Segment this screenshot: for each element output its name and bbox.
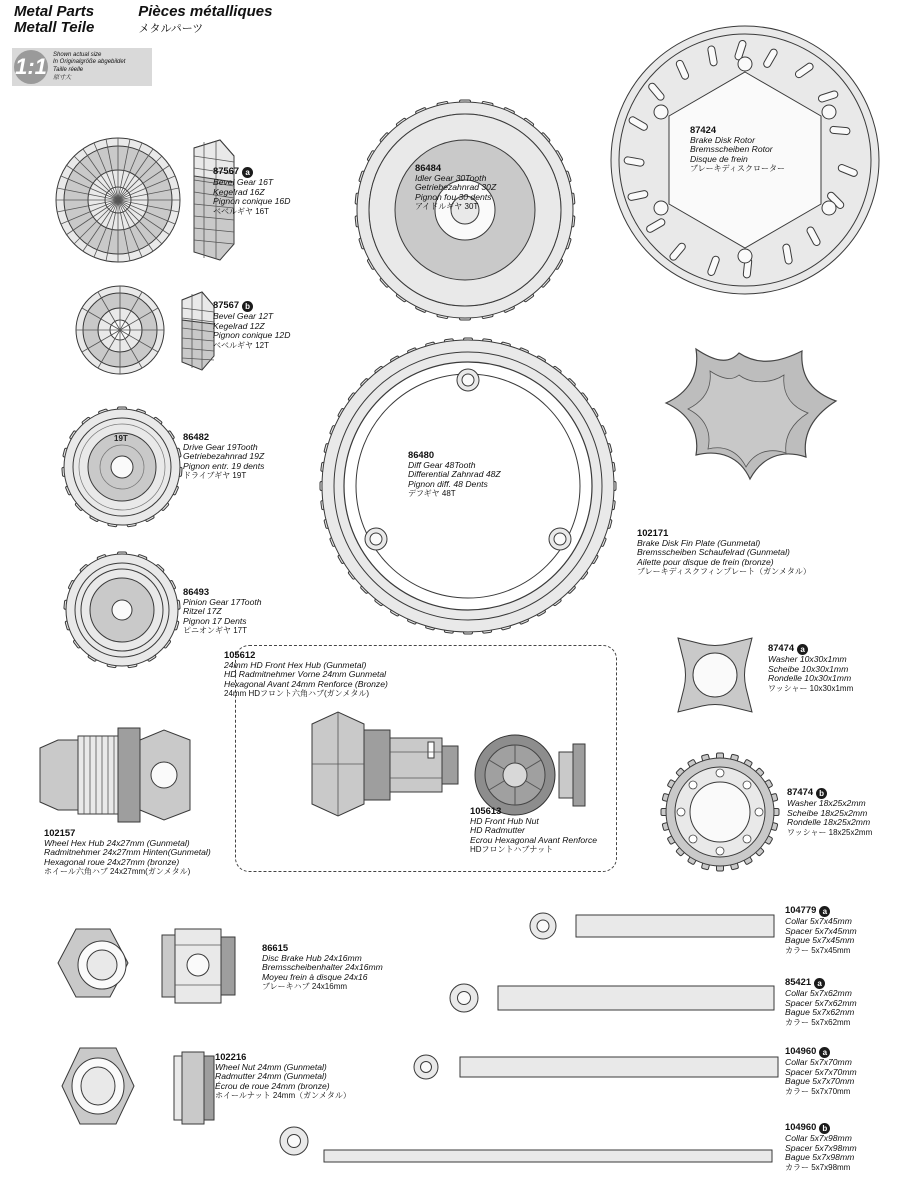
part-number: 105612 [224,649,256,660]
part-line-de: Spacer 5x7x98mm [785,1142,857,1153]
part-line-en: 24mm HD Front Hex Hub (Gunmetal) [224,659,367,670]
part-line-de: Getriebezahnrad 19Z [183,451,265,462]
part-line-jp: ドライブギヤ 19T [183,471,247,481]
part-line-de: Bremsscheiben Rotor [690,144,773,155]
part-line-jp: ブレーキディスクフィンプレート（ガンメタル） [637,567,811,577]
part-line-jp: 24mm HDフロント六角ハブ(ガンメタル) [224,689,370,699]
part-line-jp: ホイール六角ハブ 24x27mm(ガンメタル) [44,867,191,877]
part-line-jp: カラー 5x7x98mm [785,1163,851,1173]
part-number: 87567 [213,299,240,310]
part-number: 102157 [44,827,76,838]
part-number: 87424 [690,124,717,135]
part-line-fr: Rondelle 10x30x1mm [768,673,852,684]
part-line-jp: HDフロントハブナット [470,845,554,855]
part-line-fr: Bague 5x7x98mm [785,1152,855,1163]
title-de: Metall Teile [14,19,95,36]
collar-5x7x98-art [276,1128,776,1164]
part-line-fr: Rondelle 18x25x2mm [787,817,871,828]
caption-bevel-gear-16t [213,166,290,217]
part-line-de: Bremsscheiben Schaufelrad (Gunmetal) [637,547,790,558]
part-line-fr: Pignon fou 30 dents [415,191,492,202]
part-line-en: Brake Disk Rotor [690,134,755,145]
drive-gear-19t-art [60,405,185,530]
part-number: 86484 [415,162,442,173]
caption-brake-disk-fin-plate [637,528,811,577]
washer-10x30x1-art [660,630,770,740]
part-line-jp: ブレーキディスクローター [690,164,786,174]
part-line-de: Radmitnehmer 24x27mm Hinten(Gunmetal) [44,847,211,858]
part-number: 87474 [787,786,814,797]
part-line-fr: Pignon 17 Dents [183,615,247,626]
part-line-de: Ritzel 17Z [183,606,222,617]
part-line-de: Spacer 5x7x70mm [785,1066,857,1077]
part-line-fr: Ailette pour disque de frein (bronze) [637,556,774,567]
part-number: 87567 [213,165,240,176]
part-letter-badge: a [814,978,825,989]
collar-5x7x45-art [528,911,778,941]
part-line-fr: Pignon conique 12D [213,330,291,341]
part-line-de: Spacer 5x7x62mm [785,997,857,1008]
caption-collar-5x7x98 [785,1122,857,1173]
part-line-fr: Pignon conique 16D [213,196,291,207]
part-line-jp: ベベルギヤ 16T [213,207,270,217]
part-line-jp: カラー 5x7x62mm [785,1018,851,1028]
scale-note-fr: Taille réelle [53,67,84,73]
part-number: 85421 [785,976,812,987]
part-line-fr: Moyeu frein à disque 24x16 [262,971,368,982]
part-line-en: Bevel Gear 16T [213,177,274,188]
collar-5x7x62-art [448,982,778,1014]
part-line-fr: Pignon diff. 48 Dents [408,478,488,489]
pinion-gear-17t-art [62,550,182,670]
caption-disc-brake-hub [262,943,383,992]
part-number: 86482 [183,431,210,442]
washer-18x25x2-art [660,752,780,872]
part-line-de: Differential Zahnrad 48Z [408,469,501,480]
part-line-fr: Disque de frein [690,153,748,164]
collar-5x7x70-art [412,1052,782,1082]
page-title [14,4,272,37]
part-letter-badge: b [816,788,827,799]
part-line-jp: アイドルギヤ 30T [415,202,479,212]
caption-bevel-gear-12t [213,300,290,351]
part-line-fr: Bague 5x7x70mm [785,1076,855,1087]
part-line-en: Collar 5x7x45mm [785,916,852,927]
part-line-en: Diff Gear 48Tooth [408,459,476,470]
part-line-en: Brake Disk Fin Plate (Gunmetal) [637,537,761,548]
caption-wheel-hex-hub [44,828,211,877]
caption-collar-5x7x70 [785,1046,857,1097]
part-line-de: Scheibe 18x25x2mm [787,807,868,818]
part-line-fr: Écrou de roue 24mm (bronze) [215,1080,330,1091]
part-line-de: Kegelrad 16Z [213,186,265,197]
part-line-jp: ワッシャー 10x30x1mm [768,684,854,694]
part-line-fr: Pignon entr. 19 dents [183,460,265,471]
part-line-de: Getriebezahnrad 30Z [415,182,497,193]
caption-collar-5x7x62 [785,977,857,1028]
part-line-de: HD Radmitnehmer Vorne 24mm Gunmetal [224,669,387,680]
part-line-en: Drive Gear 19Tooth [183,441,258,452]
title-en: Metal Parts [14,3,95,20]
part-line-en: Wheel Hex Hub 24x27mm (Gunmetal) [44,837,190,848]
part-line-jp: ブレーキハブ 24x16mm [262,982,348,992]
part-number: 86493 [183,586,210,597]
drive-gear-teeth-label: 19T [114,434,128,443]
part-number: 102171 [637,527,669,538]
disc-brake-hub-art [42,915,252,1020]
part-line-jp: ベベルギヤ 12T [213,341,270,351]
scale-note-jp: 原寸大 [53,74,72,81]
part-line-en: Collar 5x7x62mm [785,988,852,999]
part-letter-badge: a [819,1047,830,1058]
part-letter-badge: a [242,167,253,178]
scale-badge [12,48,152,86]
part-number: 86480 [408,449,435,460]
part-line-fr: Hexagonal roue 24x27mm (bronze) [44,856,180,867]
title-jp: メタルパーツ [138,23,204,35]
part-number: 105613 [470,805,502,816]
part-line-en: Washer 10x30x1mm [768,654,847,665]
scale-note-en: Shown actual size [53,51,102,58]
part-line-en: Idler Gear 30Tooth [415,172,487,183]
caption-drive-gear-19t [183,432,264,481]
part-line-de: Radmutter 24mm (Gunmetal) [215,1071,327,1082]
part-line-en: Disc Brake Hub 24x16mm [262,952,362,963]
wheel-nut-24mm-art [42,1042,232,1142]
brake-disk-fin-plate-art [632,345,847,530]
part-line-de: Bremsscheibenhalter 24x16mm [262,962,383,973]
part-line-de: Spacer 5x7x45mm [785,925,857,936]
part-line-en: Washer 18x25x2mm [787,798,866,809]
part-line-jp: カラー 5x7x70mm [785,1087,851,1097]
part-number: 104960 [785,1045,817,1056]
part-letter-badge: b [242,301,253,312]
part-number: 86615 [262,942,289,953]
part-line-fr: Ecrou Hexagonal Avant Renforce [470,834,598,845]
part-line-en: Collar 5x7x70mm [785,1057,852,1068]
wheel-hex-hub-art [40,718,240,833]
part-number: 104960 [785,1121,817,1132]
bevel-gear-12t-art [72,282,222,378]
caption-washer-18x25x2 [787,787,872,838]
part-line-de: Scheibe 10x30x1mm [768,663,849,674]
caption-washer-10x30x1 [768,643,853,694]
part-number: 104779 [785,904,817,915]
part-line-de: Kegelrad 12Z [213,320,265,331]
caption-hex-hub-front-24mm [224,650,388,699]
part-letter-badge: a [797,644,808,655]
part-line-fr: Bague 5x7x45mm [785,935,855,946]
part-line-jp: カラー 5x7x45mm [785,946,851,956]
caption-wheel-nut-24mm [215,1052,351,1101]
scale-ratio: 1:1 [14,50,48,84]
part-letter-badge: a [819,906,830,917]
part-line-jp: ピニオンギヤ 17T [183,626,248,636]
caption-idler-gear-30t [415,163,496,212]
part-line-en: Bevel Gear 12T [213,311,274,322]
hex-hub-front-art [290,712,475,822]
part-line-fr: Hexagonal Avant 24mm Renforce (Bronze) [224,678,388,689]
caption-diff-gear-48t [408,450,501,499]
part-line-jp: デフギヤ 48T [408,489,456,499]
caption-pinion-gear-17t [183,587,262,636]
part-line-en: HD Front Hub Nut [470,815,539,826]
scale-note-de: In Originalgröße abgebildet [53,59,126,66]
part-line-en: Collar 5x7x98mm [785,1133,852,1144]
part-line-en: Wheel Nut 24mm (Gunmetal) [215,1061,327,1072]
part-line-en: Pinion Gear 17Tooth [183,596,262,607]
bevel-gear-16t-art [50,130,235,270]
title-fr: Pièces métalliques [138,3,273,20]
caption-brake-disk-rotor [690,125,785,174]
caption-hd-front-hub-nut [470,806,597,855]
part-line-jp: ホイールナット 24mm（ガンメタル） [215,1091,351,1101]
part-number: 102216 [215,1051,247,1062]
caption-collar-5x7x45 [785,905,857,956]
part-letter-badge: b [819,1123,830,1134]
part-number: 87474 [768,642,795,653]
part-line-de: HD Radmutter [470,825,525,836]
part-line-jp: ワッシャー 18x25x2mm [787,828,873,838]
part-line-fr: Bague 5x7x62mm [785,1007,855,1018]
